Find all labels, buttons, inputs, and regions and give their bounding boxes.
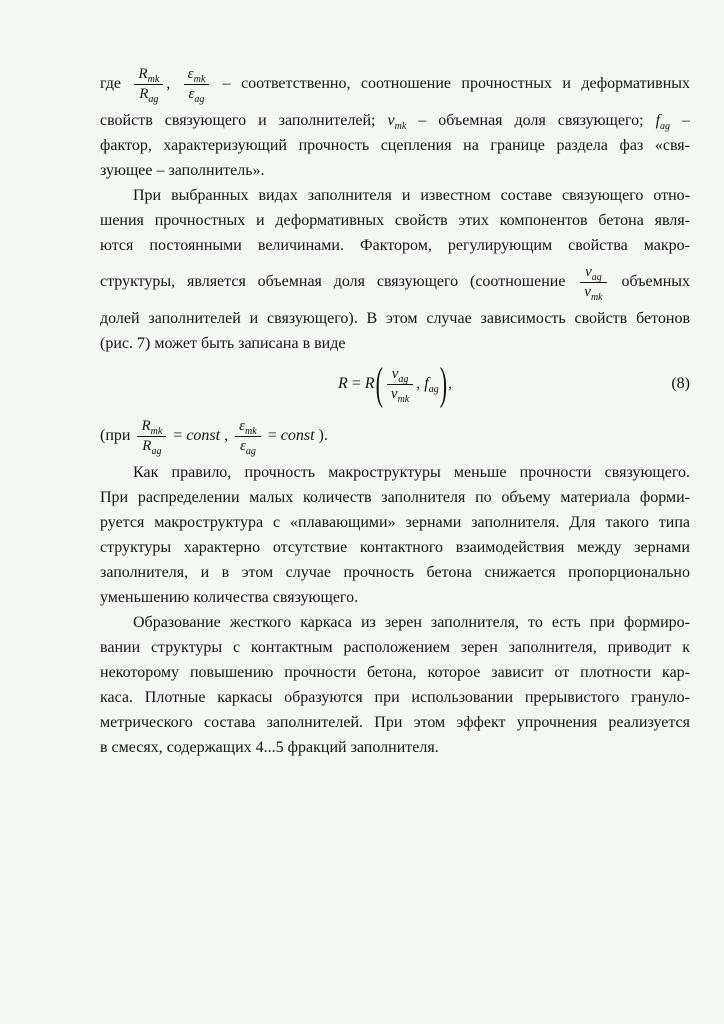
math-var-fag bbox=[424, 375, 439, 396]
text-run: (при bbox=[100, 427, 131, 444]
fraction-denominator bbox=[184, 85, 210, 104]
math-var: R bbox=[138, 65, 148, 82]
math-var: v bbox=[585, 263, 592, 280]
fraction-denominator bbox=[134, 85, 163, 104]
close-paren: ) bbox=[439, 357, 448, 409]
text-run: – соответственно, соотношение прочностных и деформативных bbox=[222, 75, 690, 92]
comma: , bbox=[416, 375, 421, 392]
text-line: При распределении малых количеств заполнителя по объему материала форми- bbox=[100, 489, 690, 506]
text-line: вании структуры с контактным расположением зерен заполнителя, приводит к bbox=[100, 639, 690, 656]
math-subscript: mk bbox=[245, 425, 257, 437]
fraction-denominator bbox=[137, 437, 166, 456]
fraction-denominator bbox=[580, 283, 606, 302]
text-line: фактор, характеризующий прочность сцепления на границе раздела фаз «свя- bbox=[100, 137, 690, 154]
math-var: R bbox=[364, 375, 375, 392]
equals-sign: = bbox=[351, 375, 361, 392]
fraction-numerator bbox=[235, 417, 261, 437]
text-run: структуры, является объемная доля связующего (соотношение bbox=[100, 273, 566, 290]
math-var: v bbox=[387, 112, 395, 129]
math-subscript: mk bbox=[193, 73, 206, 85]
comma: , bbox=[448, 375, 453, 392]
text-run: ). bbox=[318, 427, 328, 444]
fraction-vag-vmk bbox=[387, 365, 413, 404]
fraction-numerator bbox=[137, 417, 166, 437]
text-line: некоторому повышению прочности бетона, которое зависит от плотности кар- bbox=[100, 664, 690, 681]
equals-sign: = bbox=[173, 427, 183, 444]
fraction-Rmk-Rag bbox=[137, 417, 166, 456]
condition-note bbox=[100, 412, 690, 460]
math-var: f bbox=[655, 112, 661, 129]
text-line: руется макроструктура с «плавающими» зернами заполнителя. Для такого типа bbox=[100, 514, 690, 531]
equation-number: (8) bbox=[671, 375, 690, 392]
text-line bbox=[100, 108, 690, 133]
math-subscript: ag bbox=[428, 384, 439, 396]
text-line bbox=[100, 258, 690, 306]
math-subscript: mk bbox=[394, 121, 407, 133]
fraction-Rmk-Rag bbox=[134, 65, 163, 104]
text-line: зующее – заполнитель». bbox=[100, 162, 265, 179]
paragraph-definitions bbox=[100, 60, 690, 183]
math-var: R bbox=[337, 375, 348, 392]
paragraph-floating-grains bbox=[100, 460, 690, 610]
text-run: объемных bbox=[621, 273, 690, 290]
text-line: долей заполнителей и связующего). В этом случае зависимость свойств бетонов bbox=[100, 310, 690, 327]
text-line: Образование жесткого каркаса из зерен заполнителя, то есть при формиро- bbox=[133, 614, 690, 631]
paragraph-macrostructure-factor bbox=[100, 183, 690, 356]
text-line: структуры характерно отсутствие контактного взаимодействия между зернами bbox=[100, 539, 690, 556]
fraction-emk-eag bbox=[235, 417, 261, 456]
math-subscript: ag bbox=[398, 373, 409, 385]
math-var: v bbox=[390, 385, 398, 402]
math-var: v bbox=[391, 365, 399, 382]
math-var: ε bbox=[239, 417, 246, 434]
fraction-denominator bbox=[235, 437, 261, 456]
math-var: ε bbox=[187, 65, 194, 82]
fraction-numerator bbox=[184, 65, 210, 85]
fraction-numerator bbox=[387, 365, 413, 385]
text-run: – объемная доля связующего; bbox=[418, 112, 644, 129]
math-const: const bbox=[186, 427, 221, 444]
text-line: (рис. 7) может быть записана в виде bbox=[100, 335, 346, 352]
math-subscript: mk bbox=[150, 425, 163, 437]
text-line bbox=[100, 60, 690, 108]
math-subscript: ag bbox=[151, 445, 162, 457]
text-line: в смесях, содержащих 4...5 фракций заполнителя. bbox=[100, 739, 439, 756]
math-subscript: mk bbox=[147, 73, 160, 85]
fraction-numerator bbox=[134, 65, 163, 85]
comma: , bbox=[224, 427, 229, 444]
math-var: R bbox=[142, 437, 152, 454]
equals-sign: = bbox=[267, 427, 277, 444]
math-var-vmk bbox=[387, 112, 407, 133]
text-line: ются постоянными величинами. Фактором, регулирующим свойства макро- bbox=[100, 237, 690, 254]
text-line: При выбранных видах заполнителя и известном составе связующего отно- bbox=[133, 187, 690, 204]
math-subscript: ag bbox=[660, 121, 671, 133]
text-line: Как правило, прочность макроструктуры меньше прочности связующего. bbox=[133, 464, 690, 481]
math-subscript: mk bbox=[397, 393, 410, 405]
math-subscript: mk bbox=[590, 291, 603, 303]
math-subscript: ag bbox=[245, 445, 256, 457]
math-var: R bbox=[139, 85, 149, 102]
math-var: ε bbox=[188, 85, 195, 102]
math-subscript: ag bbox=[194, 93, 205, 105]
math-var-fag bbox=[655, 112, 671, 133]
text-line: шения прочностных и деформативных свойств этих компонентов бетона явля- bbox=[100, 212, 690, 229]
fraction-denominator bbox=[387, 385, 413, 404]
text-line: метрического состава заполнителей. При этом эффект упрочнения реализуется bbox=[100, 714, 690, 731]
math-var: R bbox=[141, 417, 151, 434]
text-line: заполнителя, и в этом случае прочность бетона снижается пропорционально bbox=[100, 564, 690, 581]
paragraph-rigid-framework bbox=[100, 610, 690, 760]
math-subscript: ag bbox=[591, 271, 602, 283]
text-run: , bbox=[166, 75, 171, 92]
math-var: v bbox=[584, 283, 591, 300]
text-run: где bbox=[100, 75, 122, 92]
math-const: const bbox=[280, 427, 315, 444]
text-line: каса. Плотные каркасы образуются при использовании прерывистого грануло- bbox=[100, 689, 690, 706]
fraction-emk-eag bbox=[184, 65, 210, 104]
equation-8 bbox=[100, 356, 690, 412]
text-run: – bbox=[682, 112, 690, 129]
open-paren: ( bbox=[375, 357, 383, 409]
text-run: свойств связующего и заполнителей; bbox=[100, 112, 376, 129]
fraction-vag-vmk bbox=[580, 263, 606, 302]
math-var: f bbox=[424, 375, 429, 392]
math-var: ε bbox=[239, 437, 246, 454]
text-line: уменьшению количества связующего. bbox=[100, 589, 359, 606]
math-subscript: ag bbox=[148, 93, 159, 105]
fraction-numerator bbox=[580, 263, 606, 283]
